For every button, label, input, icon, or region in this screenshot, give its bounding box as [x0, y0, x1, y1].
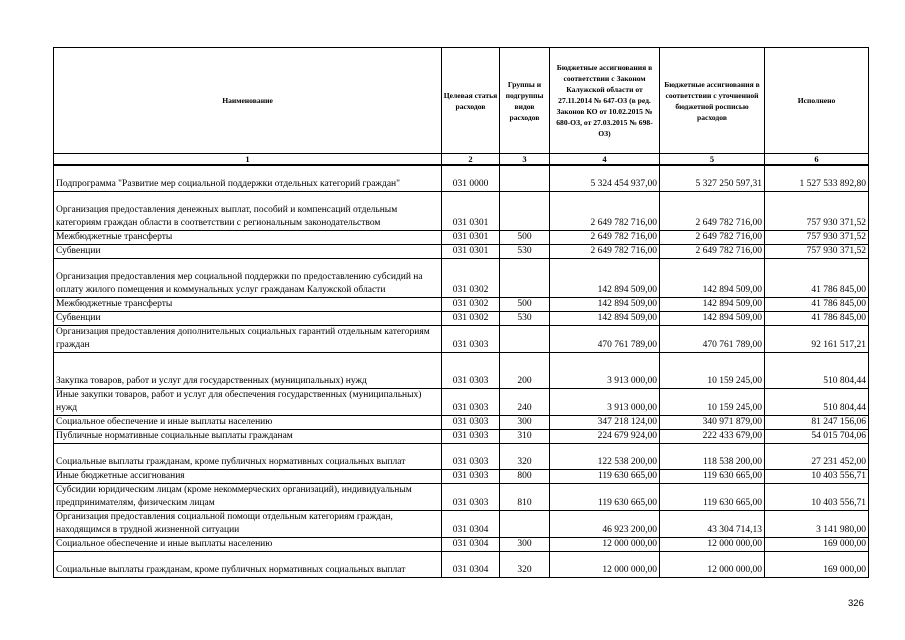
row-code: 031 0301	[442, 230, 500, 244]
row-name: Субвенции	[54, 244, 442, 258]
row-code: 031 0304	[442, 537, 500, 551]
header-law: Бюджетные ассигнования в соответствии с Законом Калужской области от 27.11.2014 № 647-ОЗ (в ред. Законов КО от 10.02.2015 № 680-ОЗ, от 27.03.2015 № 698-ОЗ)	[550, 48, 660, 154]
row-group	[500, 510, 550, 537]
row-done: 10 403 556,71	[765, 469, 869, 483]
row-name: Организация предоставления дополнительных социальных гарантий отдельным категориям граждан	[54, 325, 442, 352]
row-done: 10 403 556,71	[765, 483, 869, 510]
row-list: 2 649 782 716,00	[660, 230, 765, 244]
table-row	[54, 443, 869, 469]
row-law: 3 913 000,00	[550, 352, 660, 388]
row-law: 142 894 509,00	[550, 258, 660, 297]
row-law: 470 761 789,00	[550, 325, 660, 352]
table-row	[54, 510, 869, 537]
table-row	[54, 311, 869, 325]
row-name: Социальное обеспечение и иные выплаты населению	[54, 415, 442, 429]
row-group: 500	[500, 230, 550, 244]
row-group: 310	[500, 429, 550, 443]
row-code: 031 0303	[442, 415, 500, 429]
table-row	[54, 551, 869, 577]
table-row	[54, 230, 869, 244]
row-done: 757 930 371,52	[765, 191, 869, 230]
row-name: Организация предоставления социальной помощи отдельным категориям граждан, находящимся в трудной жизненной ситуации	[54, 510, 442, 537]
row-done: 510 804,44	[765, 352, 869, 388]
row-law: 142 894 509,00	[550, 297, 660, 311]
header-list: Бюджетные ассигнования в соответствии с уточненной бюджетной росписью расходов	[660, 48, 765, 154]
row-group: 320	[500, 551, 550, 577]
row-group	[500, 165, 550, 191]
colnum: 1	[54, 154, 442, 166]
row-group	[500, 191, 550, 230]
row-done: 757 930 371,52	[765, 244, 869, 258]
row-list: 222 433 679,00	[660, 429, 765, 443]
table-row	[54, 483, 869, 510]
table-row	[54, 165, 869, 191]
row-law: 46 923 200,00	[550, 510, 660, 537]
row-done: 169 000,00	[765, 537, 869, 551]
row-done: 757 930 371,52	[765, 230, 869, 244]
row-list: 340 971 879,00	[660, 415, 765, 429]
row-group: 320	[500, 443, 550, 469]
colnum: 3	[500, 154, 550, 166]
column-number-row	[54, 154, 869, 166]
header-group: Группы и подгруппы видов расходов	[500, 48, 550, 154]
row-law: 347 218 124,00	[550, 415, 660, 429]
row-name: Организация предоставления денежных выплат, пособий и компенсаций отдельным категориям граждан области в соответствии с региональным законодательством	[54, 191, 442, 230]
row-name: Организация предоставления мер социальной поддержки по предоставлению субсидий на оплату жилого помещения и коммунальных услуг гражданам Калужской области	[54, 258, 442, 297]
row-code: 031 0302	[442, 258, 500, 297]
table-row	[54, 325, 869, 352]
row-done: 41 786 845,00	[765, 297, 869, 311]
row-name: Закупка товаров, работ и услуг для государственных (муниципальных) нужд	[54, 352, 442, 388]
budget-table	[53, 47, 869, 578]
row-law: 12 000 000,00	[550, 537, 660, 551]
row-list: 12 000 000,00	[660, 551, 765, 577]
row-code: 031 0000	[442, 165, 500, 191]
table-row	[54, 415, 869, 429]
row-name: Социальные выплаты гражданам, кроме публичных нормативных социальных выплат	[54, 551, 442, 577]
row-name: Межбюджетные трансферты	[54, 230, 442, 244]
row-name: Социальное обеспечение и иные выплаты населению	[54, 537, 442, 551]
header-done: Исполнено	[765, 48, 869, 154]
row-code: 031 0303	[442, 325, 500, 352]
colnum: 4	[550, 154, 660, 166]
row-code: 031 0302	[442, 311, 500, 325]
table-row	[54, 352, 869, 388]
row-done: 92 161 517,21	[765, 325, 869, 352]
row-code: 031 0301	[442, 244, 500, 258]
row-law: 12 000 000,00	[550, 551, 660, 577]
row-done: 510 804,44	[765, 388, 869, 415]
row-group: 500	[500, 297, 550, 311]
row-group: 800	[500, 469, 550, 483]
row-law: 5 324 454 937,00	[550, 165, 660, 191]
table-row	[54, 469, 869, 483]
table-row	[54, 429, 869, 443]
row-group: 300	[500, 537, 550, 551]
row-law: 119 630 665,00	[550, 483, 660, 510]
row-name: Публичные нормативные социальные выплаты гражданам	[54, 429, 442, 443]
row-group	[500, 258, 550, 297]
row-name: Межбюджетные трансферты	[54, 297, 442, 311]
row-list: 12 000 000,00	[660, 537, 765, 551]
row-group: 240	[500, 388, 550, 415]
row-law: 122 538 200,00	[550, 443, 660, 469]
row-list: 119 630 665,00	[660, 483, 765, 510]
row-done: 3 141 980,00	[765, 510, 869, 537]
row-list: 2 649 782 716,00	[660, 191, 765, 230]
header-name: Наименование	[54, 48, 442, 154]
row-list: 2 649 782 716,00	[660, 244, 765, 258]
row-list: 142 894 509,00	[660, 297, 765, 311]
row-done: 169 000,00	[765, 551, 869, 577]
row-done: 27 231 452,00	[765, 443, 869, 469]
row-group: 530	[500, 244, 550, 258]
row-list: 118 538 200,00	[660, 443, 765, 469]
header-target: Целевая статья расходов	[442, 48, 500, 154]
colnum: 2	[442, 154, 500, 166]
row-law: 2 649 782 716,00	[550, 244, 660, 258]
row-law: 3 913 000,00	[550, 388, 660, 415]
page-number: 326	[848, 598, 864, 609]
row-code: 031 0303	[442, 429, 500, 443]
row-code: 031 0301	[442, 191, 500, 230]
table-row	[54, 388, 869, 415]
row-done: 41 786 845,00	[765, 311, 869, 325]
header-row	[54, 48, 869, 154]
colnum: 5	[660, 154, 765, 166]
row-group: 810	[500, 483, 550, 510]
row-law: 2 649 782 716,00	[550, 191, 660, 230]
table-row	[54, 297, 869, 311]
row-name: Иные закупки товаров, работ и услуг для обеспечения государственных (муниципальных) нужд	[54, 388, 442, 415]
row-group: 300	[500, 415, 550, 429]
row-done: 81 247 156,06	[765, 415, 869, 429]
row-law: 224 679 924,00	[550, 429, 660, 443]
row-done: 41 786 845,00	[765, 258, 869, 297]
row-code: 031 0303	[442, 483, 500, 510]
row-code: 031 0303	[442, 388, 500, 415]
row-law: 2 649 782 716,00	[550, 230, 660, 244]
row-code: 031 0303	[442, 469, 500, 483]
row-law: 119 630 665,00	[550, 469, 660, 483]
table-row	[54, 191, 869, 230]
row-list: 10 159 245,00	[660, 352, 765, 388]
row-name: Подпрограмма "Развитие мер социальной поддержки отдельных категорий граждан"	[54, 165, 442, 191]
row-code: 031 0304	[442, 551, 500, 577]
row-group: 530	[500, 311, 550, 325]
row-code: 031 0303	[442, 352, 500, 388]
row-name: Субвенции	[54, 311, 442, 325]
row-list: 470 761 789,00	[660, 325, 765, 352]
row-done: 54 015 704,06	[765, 429, 869, 443]
table-row	[54, 244, 869, 258]
table-row	[54, 258, 869, 297]
row-code: 031 0304	[442, 510, 500, 537]
row-name: Субсидии юридическим лицам (кроме некоммерческих организаций), индивидуальным предпринимателям, физическим лицам	[54, 483, 442, 510]
row-list: 142 894 509,00	[660, 258, 765, 297]
row-list: 5 327 250 597,31	[660, 165, 765, 191]
row-name: Социальные выплаты гражданам, кроме публичных нормативных социальных выплат	[54, 443, 442, 469]
row-done: 1 527 533 892,80	[765, 165, 869, 191]
colnum: 6	[765, 154, 869, 166]
row-name: Иные бюджетные ассигнования	[54, 469, 442, 483]
row-group	[500, 325, 550, 352]
row-list: 142 894 509,00	[660, 311, 765, 325]
row-code: 031 0303	[442, 443, 500, 469]
row-list: 119 630 665,00	[660, 469, 765, 483]
row-list: 10 159 245,00	[660, 388, 765, 415]
table-row	[54, 537, 869, 551]
row-group: 200	[500, 352, 550, 388]
row-list: 43 304 714,13	[660, 510, 765, 537]
row-law: 142 894 509,00	[550, 311, 660, 325]
row-code: 031 0302	[442, 297, 500, 311]
